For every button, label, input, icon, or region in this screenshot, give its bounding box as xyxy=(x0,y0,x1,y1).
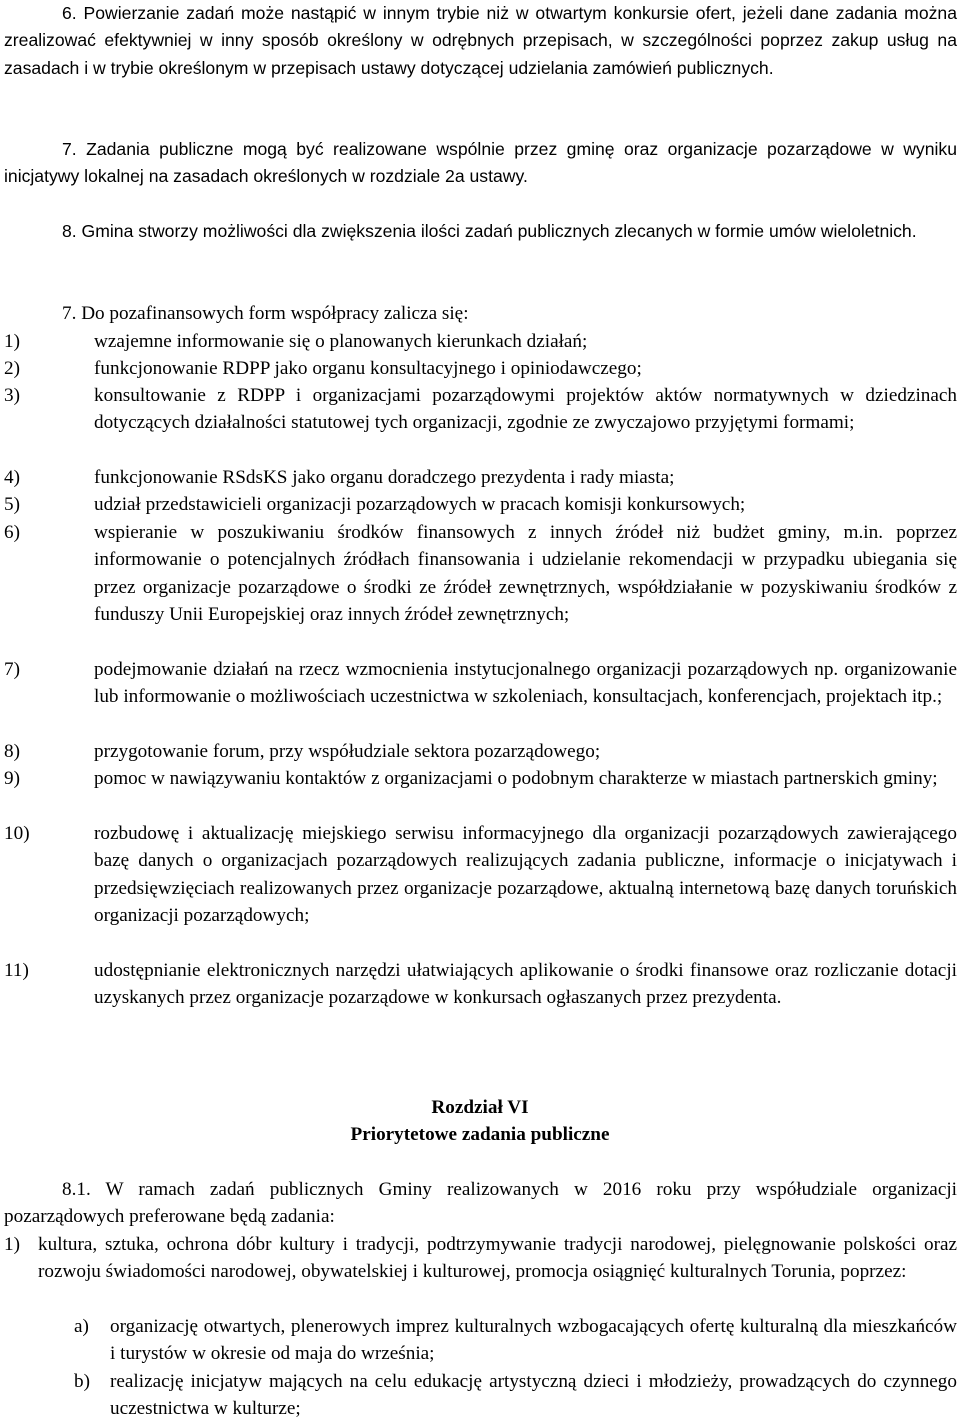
list-item xyxy=(4,738,957,765)
sub-list-letter: a) xyxy=(74,1316,89,1337)
list-item xyxy=(4,519,957,628)
list-item xyxy=(4,328,957,355)
list-number: 5) xyxy=(4,494,20,515)
paragraph-8-1: 8.1. W ramach zadań publicznych Gminy realizowanych w 2016 roku przy współudziale organizacji pozarządowych preferowane będą zadania: xyxy=(4,1179,957,1228)
list-item xyxy=(4,656,957,711)
list-item xyxy=(4,382,957,437)
chapter-title: Priorytetowe zadania publiczne xyxy=(350,1124,610,1145)
chapter-number: Rozdział VI xyxy=(431,1097,529,1118)
list-number: 11) xyxy=(4,960,29,981)
list-number: 3) xyxy=(4,385,20,406)
list-text: podejmowanie działań na rzecz wzmocnienia instytucjonalnego organizacji pozarządowych np. organizowanie lub informowanie o możliwościach uczestnictwa w szkoleniach, konsultacjach, konferencjach, projektach itp.; xyxy=(94,659,957,708)
list-text: wzajemne informowanie się o planowanych kierunkach działań; xyxy=(94,331,588,352)
list-number: 4) xyxy=(4,467,20,488)
list-text: przygotowanie forum, przy współudziale sektora pozarządowego; xyxy=(94,741,601,762)
paragraph-8: 8. Gmina stworzy możliwości dla zwiększenia ilości zadań publicznych zlecanych w formie umów wieloletnich. xyxy=(62,221,917,241)
sub-list-item xyxy=(34,1368,957,1423)
list-text: pomoc w nawiązywaniu kontaktów z organizacjami o podobnym charakterze w miastach partnerskich gminy; xyxy=(94,768,938,789)
sub-list-text: realizację inicjatyw mających na celu edukację artystyczną dzieci i młodzieży, prowadzących do czynnego uczestnictwa w kulturze; xyxy=(110,1371,957,1420)
list-item xyxy=(4,491,957,518)
paragraph-7-forms: 7. Do pozafinansowych form współpracy zalicza się: xyxy=(62,303,469,324)
list-text: rozbudowę i aktualizację miejskiego serwisu informacyjnego dla organizacji pozarządowych zawierającego bazę danych o organizacjach pozarządowych realizujących zadania publiczne, informacje o inicjatywach i przedsięwzięciach realizowanych przez organizacje pozarządowe, aktualną internetową bazę danych toruńskich organizacji pozarządowych; xyxy=(94,823,957,926)
paragraph-6: 6. Powierzanie zadań może nastąpić w innym trybie niż w otwartym konkursie ofert, jeżeli dane zadania można zrealizować efektywniej w inny sposób określony w odrębnych przepisach, w szczególności poprzez zakup usług na zasadach i w trybie określonym w przepisach ustawy dotyczącej udzielania zamówień publicznych. xyxy=(4,3,957,78)
priority-number: 1) xyxy=(4,1234,20,1255)
list-text: wspieranie w poszukiwaniu środków finansowych z innych źródeł niż budżet gminy, m.in. poprzez informowanie o potencjalnych źródłach finansowania i udzielanie rekomendacji w przypadku ubiegania się przez organizacje pozarządowe o środki ze źródeł zewnętrznych, współdziałanie w pozyskiwaniu środków z funduszy Unii Europejskiej oraz innych źródeł zewnętrznych; xyxy=(94,522,957,625)
sub-list-text: organizację otwartych, plenerowych imprez kulturalnych wzbogacających ofertę kulturalną dla mieszkańców i turystów w okresie od maja do września; xyxy=(110,1316,957,1365)
priority-text: kultura, sztuka, ochrona dóbr kultury i tradycji, podtrzymywanie tradycji narodowej, pielęgnowanie polskości oraz rozwoju świadomości narodowej, obywatelskiej i kulturowej, promocja osiągnięć kulturalnych Torunia, poprzez: xyxy=(38,1234,957,1283)
list-text: konsultowanie z RDPP i organizacjami pozarządowymi projektów aktów normatywnych w dziedzinach dotyczących działalności statutowej tych organizacji, zgodnie ze zwyczajowo przyjętymi formami; xyxy=(94,385,957,434)
list-item xyxy=(4,464,957,491)
list-item xyxy=(4,355,957,382)
sub-list-item xyxy=(34,1313,957,1368)
list-number: 8) xyxy=(4,741,20,762)
list-text: funkcjonowanie RSdsKS jako organu doradczego prezydenta i rady miasta; xyxy=(94,467,675,488)
list-number: 7) xyxy=(4,659,20,680)
list-number: 10) xyxy=(4,823,30,844)
paragraph-7-initiative: 7. Zadania publiczne mogą być realizowane wspólnie przez gminę oraz organizacje pozarządowe w wyniku inicjatywy lokalnej na zasadach określonych w rozdziale 2a ustawy. xyxy=(4,139,957,187)
list-number: 1) xyxy=(4,331,20,352)
list-number: 9) xyxy=(4,768,20,789)
list-text: udział przedstawicieli organizacji pozarządowych w pracach komisji konkursowych; xyxy=(94,494,746,515)
sub-list-letter: b) xyxy=(74,1371,90,1392)
list-text: udostępnianie elektronicznych narzędzi ułatwiających aplikowanie o środki finansowe oraz rozliczanie dotacji uzyskanych przez organizacje pozarządowe w konkursach ogłaszanych przez prezydenta. xyxy=(94,960,957,1009)
priority-item xyxy=(4,1231,957,1286)
list-item xyxy=(4,765,957,792)
list-item xyxy=(4,820,957,929)
list-number: 2) xyxy=(4,358,20,379)
list-item xyxy=(4,957,957,1012)
list-text: funkcjonowanie RDPP jako organu konsultacyjnego i opiniodawczego; xyxy=(94,358,642,379)
list-number: 6) xyxy=(4,522,20,543)
